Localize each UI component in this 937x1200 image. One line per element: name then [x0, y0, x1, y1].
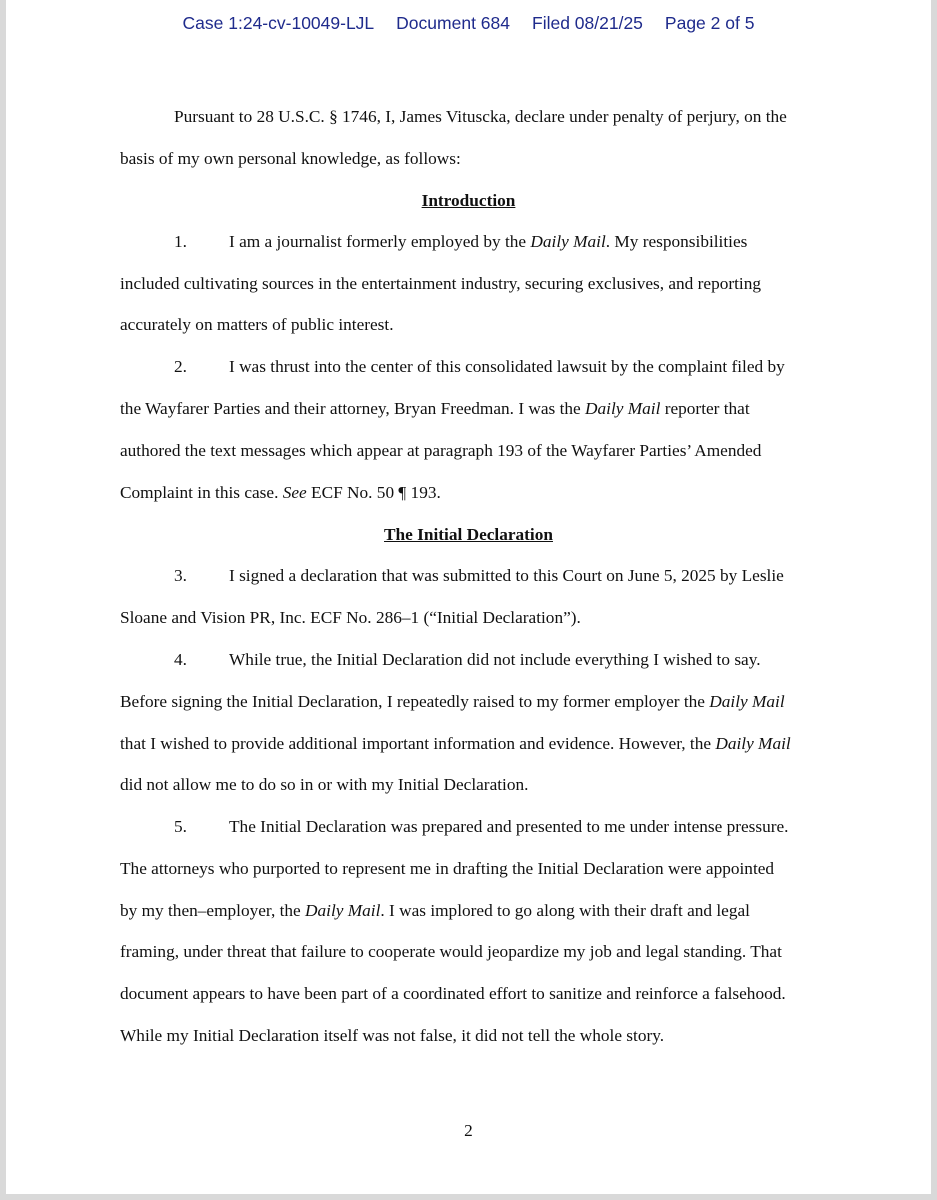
paragraph-2-line-4: Complaint in this case. See ECF No. 50 ¶ 193.: [120, 483, 441, 502]
paragraph-5-line-3: by my then–employer, the Daily Mail. I was implored to go along with their draft and legal: [120, 901, 750, 920]
paragraph-4-line-2: Before signing the Initial Declaration, I repeatedly raised to my former employer the Daily Mail: [120, 692, 785, 711]
paragraph-1-number: 1.: [174, 232, 187, 251]
paragraph-3-number: 3.: [174, 566, 187, 585]
filed-date: Filed 08/21/25: [532, 13, 643, 33]
paragraph-5-line-4: framing, under threat that failure to cooperate would jeopardize my job and legal standing. That: [120, 942, 782, 961]
case-number: Case 1:24-cv-10049-LJL: [182, 13, 375, 33]
paragraph-2-line-1: I was thrust into the center of this consolidated lawsuit by the complaint filed by: [229, 357, 785, 376]
ecf-header: [6, 13, 931, 34]
paragraph-2-line-2: the Wayfarer Parties and their attorney, Bryan Freedman. I was the Daily Mail reporter that: [120, 399, 750, 418]
paragraph-5-line-6: While my Initial Declaration itself was not false, it did not tell the whole story.: [120, 1026, 665, 1045]
paragraph-4-line-4: did not allow me to do so in or with my Initial Declaration.: [120, 775, 529, 794]
intro-line-2: basis of my own personal knowledge, as follows:: [120, 149, 461, 168]
paragraph-5-line-5: document appears to have been part of a coordinated effort to sanitize and reinforce a falsehood.: [120, 984, 786, 1003]
paragraph-1-line-3: accurately on matters of public interest.: [120, 315, 394, 334]
paragraph-5-line-1: The Initial Declaration was prepared and presented to me under intense pressure.: [229, 817, 789, 836]
paragraph-1-line-1: I am a journalist formerly employed by the Daily Mail. My responsibilities: [229, 232, 748, 251]
paragraph-1-line-2: included cultivating sources in the entertainment industry, securing exclusives, and reporting: [120, 274, 761, 293]
paragraph-2-number: 2.: [174, 357, 187, 376]
paragraph-3-line-1: I signed a declaration that was submitted to this Court on June 5, 2025 by Leslie: [229, 566, 784, 585]
page-indicator: Page 2 of 5: [664, 13, 755, 33]
paragraph-5-line-2: The attorneys who purported to represent me in drafting the Initial Declaration were appointed: [120, 859, 775, 878]
paragraph-4-line-3: that I wished to provide additional important information and evidence. However, the Daily Mail: [120, 734, 791, 753]
intro-line-1: Pursuant to 28 U.S.C. § 1746, I, James Vituscka, declare under penalty of perjury, on the: [174, 107, 787, 126]
paragraph-4-line-1: While true, the Initial Declaration did not include everything I wished to say.: [229, 650, 761, 669]
heading-initial-declaration: The Initial Declaration: [384, 525, 553, 544]
page-number: 2: [464, 1121, 473, 1140]
document-number: Document 684: [396, 13, 510, 33]
paragraph-5-number: 5.: [174, 817, 187, 836]
heading-introduction: Introduction: [421, 191, 516, 210]
paragraph-2-line-3: authored the text messages which appear at paragraph 193 of the Wayfarer Parties’ Amended: [120, 441, 762, 460]
paragraph-4-number: 4.: [174, 650, 187, 669]
paragraph-3-line-2: Sloane and Vision PR, Inc. ECF No. 286–1 (“Initial Declaration”).: [120, 608, 581, 627]
